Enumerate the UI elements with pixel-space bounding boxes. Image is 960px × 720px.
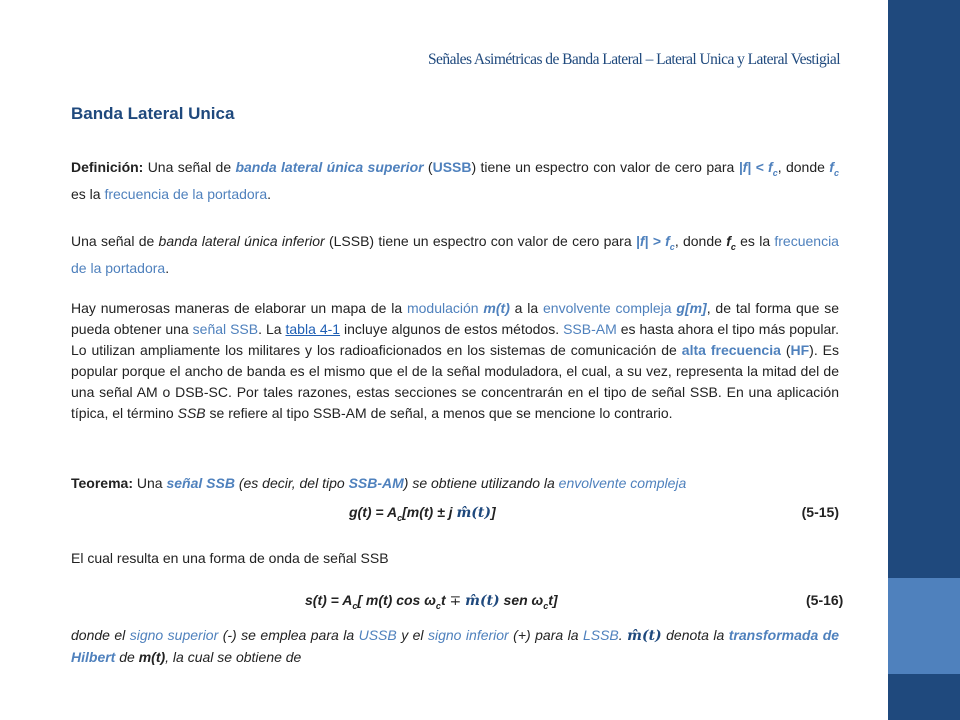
equation-5-16 — [71, 592, 839, 614]
term-carrier-frequency: frecuencia de la portadora — [71, 233, 839, 276]
term-complex-envelope: envolvente compleja — [543, 300, 672, 316]
slide-title: Señales Asimétricas de Banda Lateral – Lateral Unica y Lateral Vestigial — [427, 51, 840, 68]
equation-5-15 — [71, 504, 839, 526]
hilbert-mhat: m̂(t) — [456, 505, 491, 521]
term-hf: HF — [790, 342, 810, 358]
term-ssb-am: SSB-AM — [348, 475, 404, 491]
term-mt: m(t) — [483, 300, 510, 316]
condition-ussb: $|f| < f_c$ — [738, 159, 778, 178]
term-carrier-frequency: frecuencia de la portadora — [104, 185, 268, 202]
term-hilbert-transform: transformada de Hilbert — [71, 627, 840, 665]
theorem-paragraph: Teorema: Una señal SSB (es decir, del tipo SSB-AM) se obtiene utilizando la envolvente compleja — [71, 475, 687, 491]
equation-5-15-formula: $g(t) = A_c[m(t) \pm j$ m̂(t)] — [349, 504, 496, 523]
condition-lssb: $|f| > f_c$ — [635, 233, 675, 252]
hilbert-mhat: m̂(t) — [465, 593, 500, 609]
fc-symbol: $f_c$ — [829, 159, 839, 178]
equation-5-16-formula: $s(t) = A_c$[ m(t) $\cos \omega_ct$ ∓ m̂(t) sen $\omega_ct$] — [305, 592, 558, 611]
section-heading: Banda Lateral Unica — [71, 104, 235, 123]
result-paragraph: El cual resulta en una forma de onda de señal SSB — [71, 550, 389, 566]
term-upper-sign: signo superior — [129, 627, 219, 643]
hilbert-mhat: m̂(t) — [627, 628, 662, 644]
lssb-paragraph: Una señal de banda lateral única inferior (LSSB) tiene un espectro con valor de cero para $|f| > f_c$, donde $f_c$ es la frecuencia de la portadora. — [71, 233, 839, 276]
term-complex-envelope: envolvente compleja — [558, 475, 687, 491]
term-ussb-full: banda lateral única superior — [235, 159, 424, 175]
term-ussb: USSB — [432, 159, 472, 175]
definition-label: Definición: — [71, 159, 144, 175]
equation-number: (5-15) — [801, 504, 839, 520]
theorem-label: Teorema: — [71, 475, 133, 491]
term-lower-sign: signo inferior — [428, 627, 509, 643]
term-ssb-signal: señal SSB — [192, 321, 259, 337]
term-ussb: USSB — [358, 627, 397, 643]
term-modulation: modulación — [406, 300, 479, 316]
equation-number: (5-16) — [806, 592, 844, 608]
methods-paragraph: Hay numerosas maneras de elaborar un mapa de la modulación m(t) a la envolvente compleja g[m], de tal forma que se pueda obtener una señal SSB. La tabla 4-1 incluye algunos de estos métodos. SSB-AM es hasta ahora el tipo más popular. Lo utilizan ampliamente los militares y los radioaficionados en los sistemas de comunicación de alta frecuencia (HF). Es popular porque el ancho de banda es el mismo que el de la señal moduladora, el cual, a su vez, representa la mitad del de una señal AM o DSB-SC. Por tales razones, estas secciones se concentrarán en el tipo de señal SSB. En una aplicación típica, el término SSB se refiere al tipo SSB-AM de señal, a menos que se mencione lo contrario. — [71, 300, 840, 421]
term-gm: g[m] — [676, 300, 707, 316]
term-lssb-full: banda lateral única inferior — [158, 233, 325, 249]
term-mt: m(t) — [138, 649, 166, 665]
term-ssb-signal: señal SSB — [166, 475, 235, 491]
term-ssb: SSB — [177, 405, 206, 421]
table-4-1-link[interactable]: tabla 4-1 — [285, 321, 341, 337]
term-high-frequency: alta frecuencia — [681, 342, 781, 358]
fc-symbol: $f_c$ — [726, 233, 736, 252]
signs-paragraph: donde el signo superior (-) se emplea para la USSB y el signo inferior (+) para la LSSB. m̂(t) denota la transformada de Hilbert de m(t), la cual se obtiene de — [71, 627, 840, 665]
definition-paragraph: Definición: Una señal de banda lateral única superior (USSB) tiene un espectro con valor de cero para $|f| < f_c$, donde $f_c$ es la frecuencia de la portadora. — [71, 159, 839, 202]
term-lssb: LSSB — [582, 627, 619, 643]
minus-plus-sign: ∓ — [449, 593, 462, 609]
sidebar-accent-block — [888, 578, 960, 674]
term-ssb-am: SSB-AM — [563, 321, 617, 337]
